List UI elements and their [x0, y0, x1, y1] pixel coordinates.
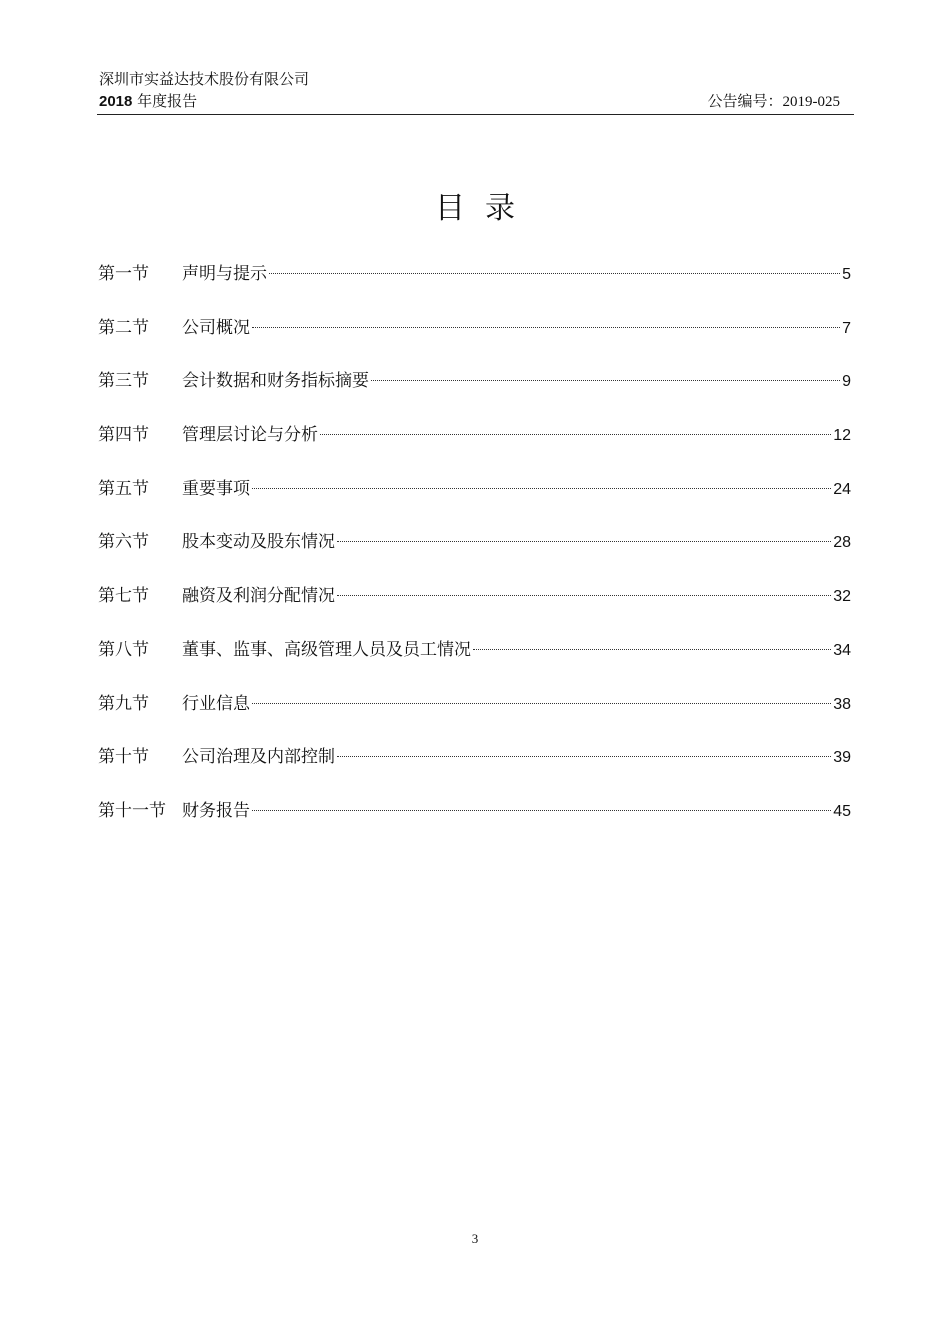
toc-entry[interactable]: [98, 259, 851, 313]
toc-entry[interactable]: [98, 689, 851, 743]
toc-dot-leader: [252, 810, 831, 811]
toc-page-number: 34: [833, 641, 851, 659]
toc-dot-leader: [337, 595, 831, 596]
toc-entry[interactable]: [98, 742, 851, 796]
toc-section-title: 董事、监事、高级管理人员及员工情况: [182, 639, 471, 660]
toc-section-title: 公司治理及内部控制: [182, 747, 335, 768]
toc-entry[interactable]: [98, 420, 851, 474]
toc-section-number: 第七节: [98, 586, 149, 607]
toc-dot-leader: [252, 327, 840, 328]
announcement-label: 公告编号：: [707, 92, 783, 110]
page-number: 3: [471, 1231, 479, 1246]
toc-section-number: 第一节: [98, 264, 149, 284]
toc-page-number: 28: [833, 534, 851, 552]
toc-page-number: 32: [833, 588, 851, 606]
toc-dot-leader: [269, 273, 840, 274]
toc-page-number: 12: [833, 427, 851, 445]
toc-entry[interactable]: [98, 527, 851, 581]
toc-section-title: 重要事项: [182, 478, 250, 499]
toc-section-title: 会计数据和财务指标摘要: [182, 371, 369, 392]
toc-page-number: 39: [833, 749, 851, 767]
toc-section-title: 声明与提示: [182, 264, 267, 284]
toc-section-number: 第十节: [98, 747, 149, 768]
toc-section-title: 行业信息: [182, 693, 250, 714]
toc-section-title: 公司概况: [182, 317, 250, 338]
page-header: [97, 66, 854, 115]
toc-section-number: 第九节: [98, 693, 149, 714]
announcement-number-value: 2019-025: [782, 94, 840, 110]
toc-section-number: 第八节: [98, 639, 149, 660]
table-of-contents: [98, 259, 851, 850]
toc-dot-leader: [337, 756, 831, 757]
toc-section-number: 第十一节: [98, 800, 166, 821]
toc-section-title: 管理层讨论与分析: [182, 425, 318, 446]
toc-dot-leader: [320, 434, 831, 435]
toc-section-number: 第二节: [98, 317, 149, 338]
toc-page-number: 7: [842, 319, 851, 337]
toc-dot-leader: [371, 380, 840, 381]
toc-title: 目录: [435, 191, 535, 226]
report-title: [99, 92, 197, 111]
toc-entry[interactable]: [98, 313, 851, 367]
toc-entry[interactable]: [98, 474, 851, 528]
toc-section-number: 第五节: [98, 478, 149, 499]
announcement-number: [707, 92, 840, 111]
toc-entry[interactable]: [98, 581, 851, 635]
toc-dot-leader: [473, 649, 831, 650]
toc-section-title: 财务报告: [182, 800, 250, 821]
toc-page-number: 45: [833, 802, 851, 820]
toc-section-title: 融资及利润分配情况: [182, 586, 335, 607]
toc-section-title: 股本变动及股东情况: [182, 532, 335, 553]
toc-dot-leader: [252, 488, 831, 489]
toc-section-number: 第六节: [98, 532, 149, 553]
report-year: 2018: [99, 93, 133, 110]
company-name: 深圳市实益达技术股份有限公司: [99, 70, 310, 88]
toc-entry[interactable]: [98, 366, 851, 420]
toc-page-number: 9: [842, 373, 851, 391]
toc-entry[interactable]: [98, 635, 851, 689]
toc-entry[interactable]: [98, 796, 851, 850]
toc-page-number: 24: [833, 480, 851, 498]
toc-page-number: 5: [842, 266, 851, 283]
toc-page-number: 38: [833, 695, 851, 713]
report-label: 年度报告: [132, 92, 198, 110]
toc-dot-leader: [252, 703, 831, 704]
toc-section-number: 第三节: [98, 371, 149, 392]
toc-dot-leader: [337, 541, 831, 542]
toc-section-number: 第四节: [98, 425, 149, 446]
